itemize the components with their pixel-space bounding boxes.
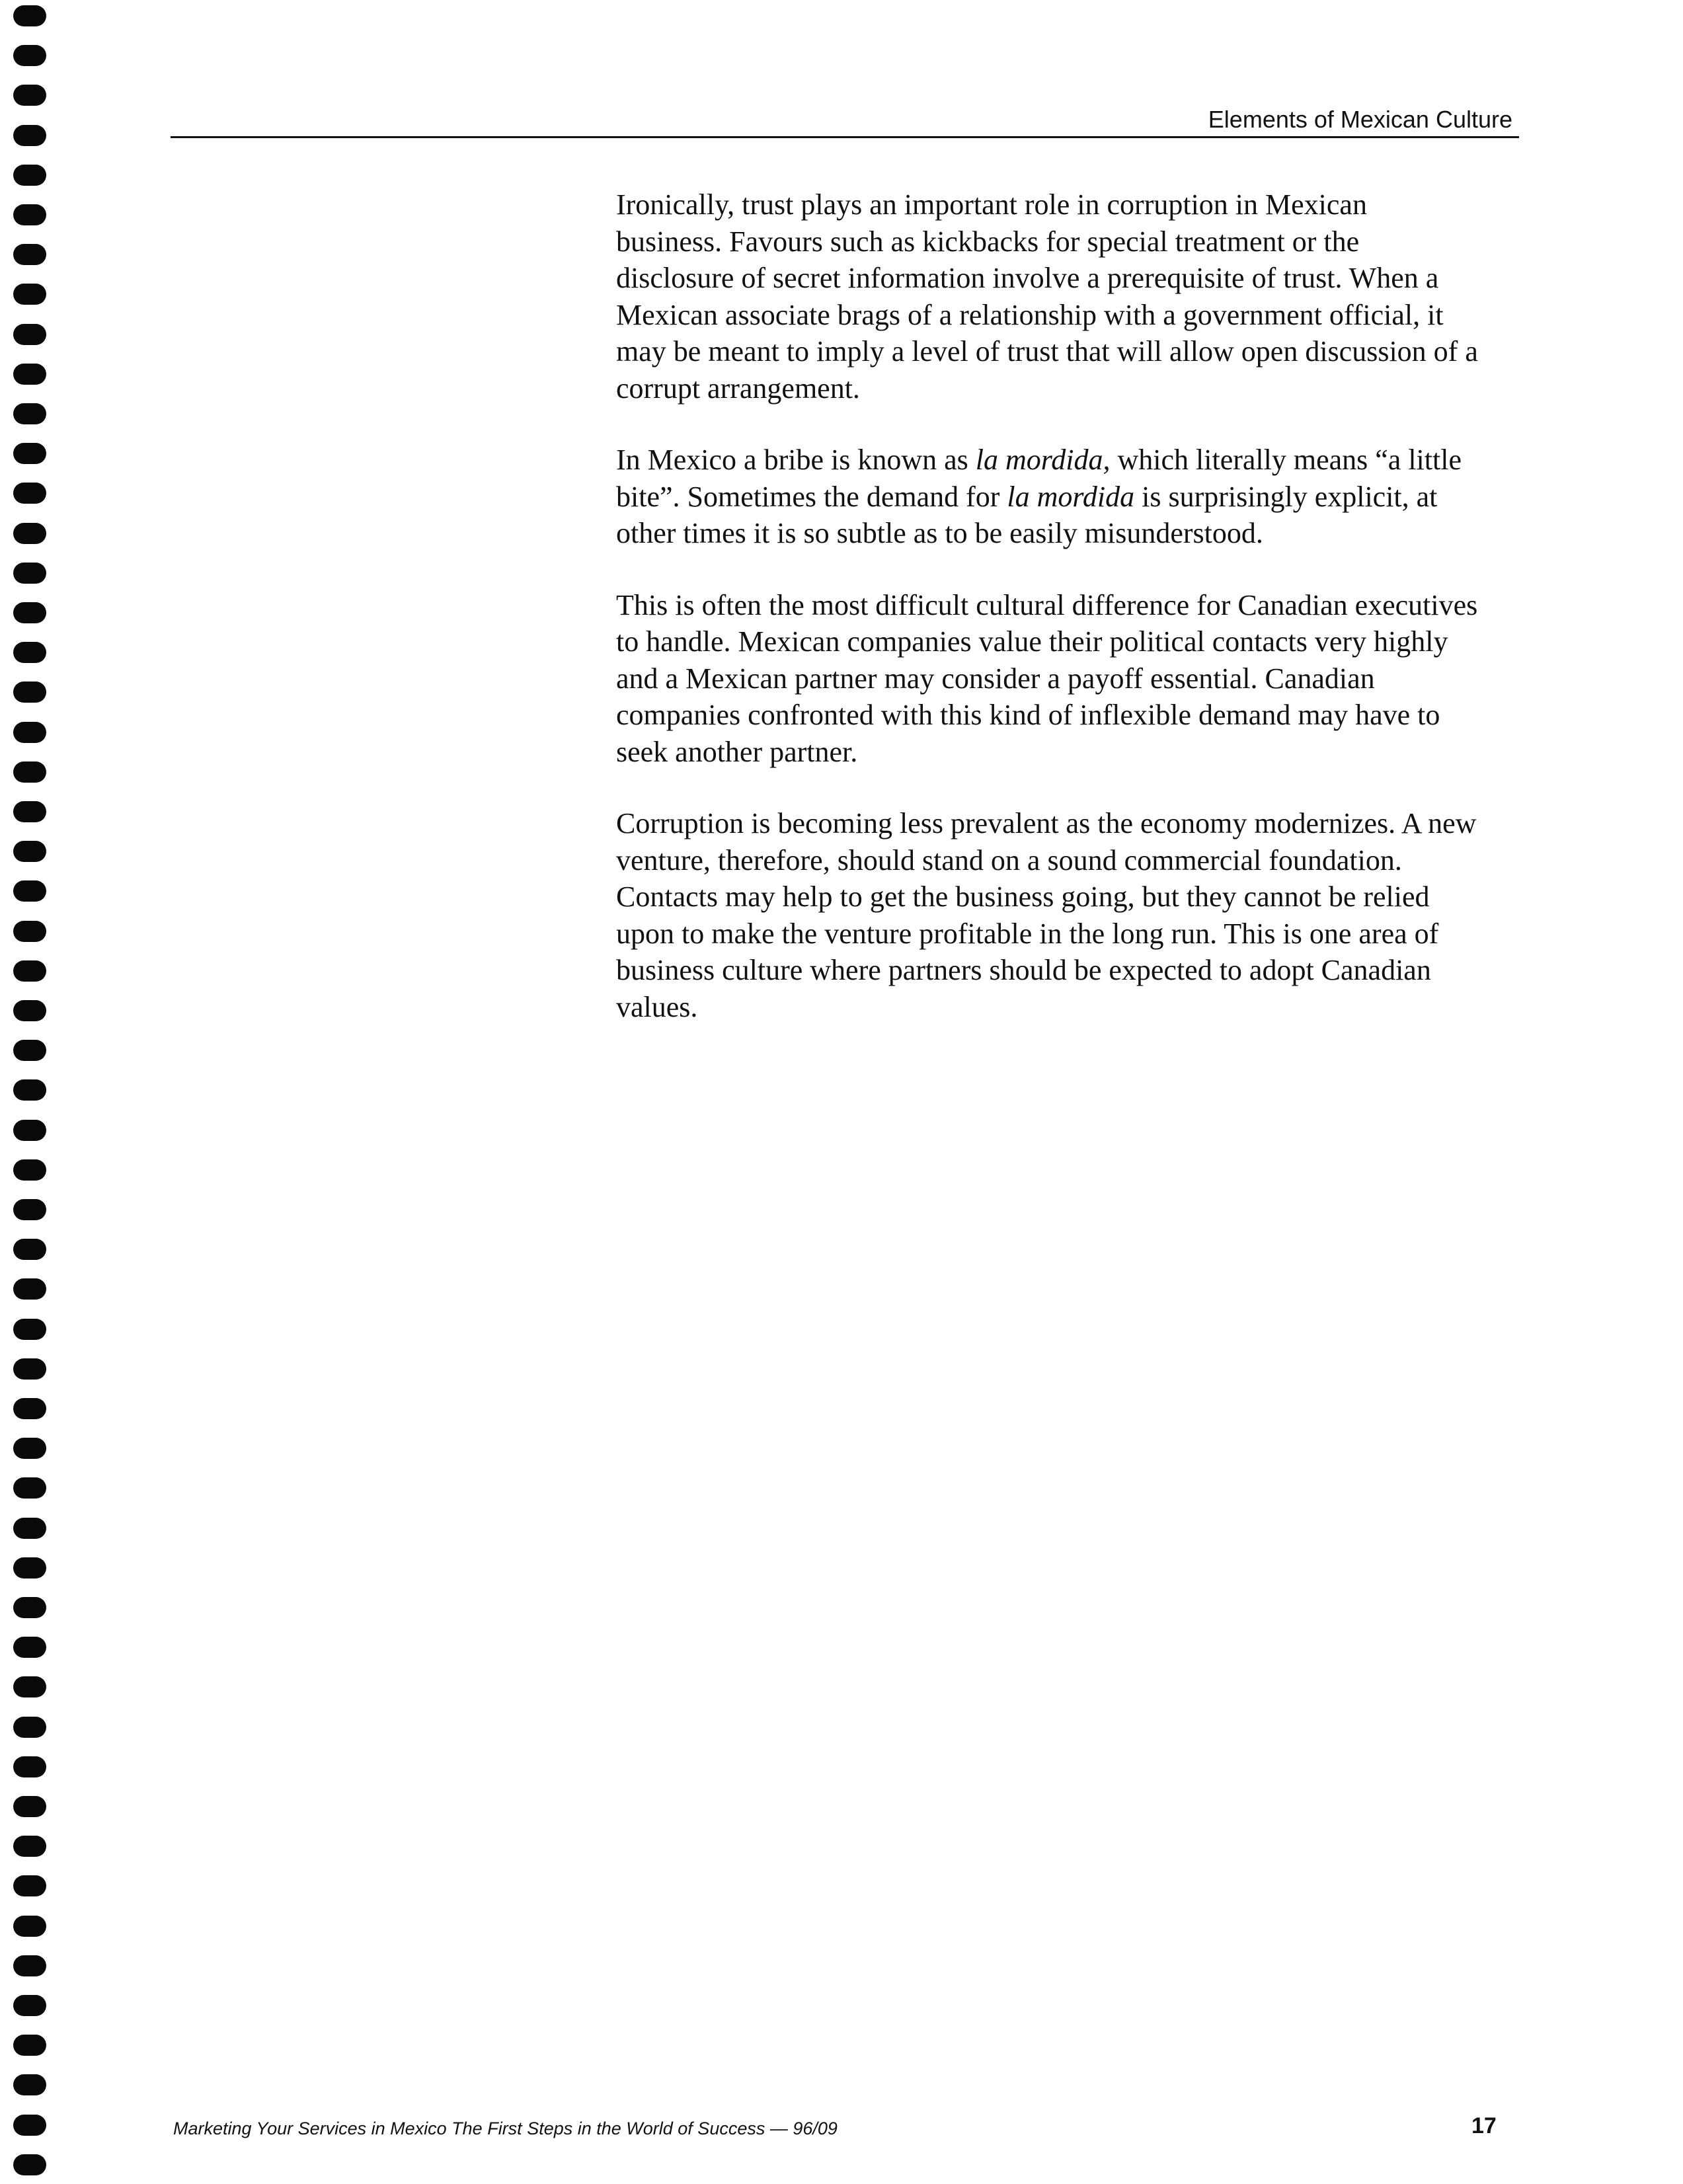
text-line: other times it is so subtle as to be easily misunderstood. — [616, 517, 1263, 549]
binding-hole — [13, 1199, 46, 1220]
text-line: upon to make the venture profitable in the long run. This is one area of — [616, 917, 1439, 950]
binding-hole — [13, 1756, 46, 1777]
binding-hole — [13, 1278, 46, 1300]
binding-hole — [13, 563, 46, 584]
text-line: business. Favours such as kickbacks for special treatment or the — [616, 225, 1360, 258]
binding-hole — [13, 2115, 46, 2136]
binding-hole — [13, 324, 46, 345]
text-line: and a Mexican partner may consider a payoff essential. Canadian — [616, 662, 1375, 695]
binding-hole — [13, 523, 46, 544]
binding-hole — [13, 642, 46, 663]
binding-hole — [13, 443, 46, 464]
italic-term: la mordida, — [975, 444, 1111, 476]
binding-hole — [13, 2154, 46, 2175]
italic-term: la mordida — [1007, 480, 1135, 513]
binding-hole — [13, 1597, 46, 1618]
binding-hole — [13, 2074, 46, 2095]
binding-hole — [13, 602, 46, 623]
text-line: seek another partner. — [616, 735, 858, 768]
binding-hole — [13, 1717, 46, 1738]
paragraph-la-mordida — [616, 442, 1522, 552]
binding-hole — [13, 403, 46, 424]
text-line: Contacts may help to get the business going, but they cannot be relied — [616, 880, 1430, 913]
binding-hole — [13, 1955, 46, 1976]
binding-hole — [13, 801, 46, 822]
binding-hole — [13, 5, 46, 26]
binding-hole — [13, 1875, 46, 1896]
text-line — [616, 442, 1522, 479]
binding-hole — [13, 1159, 46, 1181]
text-line: Ironically, trust plays an important role in corruption in Mexican — [616, 188, 1367, 221]
binding-hole — [13, 1916, 46, 1937]
binding-hole — [13, 1239, 46, 1260]
binding-hole — [13, 364, 46, 385]
binding-hole — [13, 841, 46, 862]
binding-hole — [13, 1398, 46, 1419]
body-text — [616, 186, 1522, 1060]
binding-hole — [13, 921, 46, 942]
page-number: 17 — [1471, 2113, 1497, 2138]
text-line: Mexican associate brags of a relationship with a government official, it — [616, 298, 1444, 331]
binding-hole — [13, 1676, 46, 1697]
text-line: disclosure of secret information involve a prerequisite of trust. When a — [616, 262, 1439, 294]
binding-hole — [13, 2035, 46, 2056]
footer-publication-title: Marketing Your Services in Mexico The First Steps in the World of Success — 96/09 — [173, 2119, 838, 2138]
binding-hole — [13, 1000, 46, 1021]
text-line: may be meant to imply a level of trust that will allow open discussion of a — [616, 335, 1478, 368]
running-header — [171, 106, 1519, 138]
text-line: values. — [616, 990, 698, 1023]
text-run: In Mexico a bribe is known as — [616, 444, 976, 476]
binding-hole — [13, 1796, 46, 1817]
paragraph-corruption-prevalence — [616, 805, 1522, 1025]
binding-hole — [13, 284, 46, 305]
paragraph-cultural-difference — [616, 587, 1522, 771]
binding-hole — [13, 85, 46, 106]
binding-hole — [13, 165, 46, 186]
binding-hole — [13, 1079, 46, 1101]
binding-holes — [13, 5, 46, 2180]
binding-hole — [13, 1120, 46, 1141]
binding-hole — [13, 1477, 46, 1499]
text-line — [616, 479, 1522, 516]
binding-hole — [13, 1637, 46, 1658]
binding-hole — [13, 761, 46, 783]
text-line: Corruption is becoming less prevalent as the economy modernizes. A new — [616, 807, 1477, 839]
binding-hole — [13, 1995, 46, 2016]
text-run: bite”. Sometimes the demand for — [616, 480, 1007, 513]
text-line: companies confronted with this kind of inflexible demand may have to — [616, 699, 1440, 731]
binding-hole — [13, 483, 46, 504]
binding-hole — [13, 1438, 46, 1459]
binding-hole — [13, 1518, 46, 1539]
binding-hole — [13, 125, 46, 146]
text-line: business culture where partners should be expected to adopt Canadian — [616, 954, 1431, 986]
binding-hole — [13, 682, 46, 703]
text-line: corrupt arrangement. — [616, 371, 860, 405]
section-title: Elements of Mexican Culture — [1208, 106, 1512, 133]
binding-hole — [13, 722, 46, 743]
text-line: venture, therefore, should stand on a sound commercial foundation. — [616, 843, 1402, 877]
text-line: This is often the most difficult cultural difference for Canadian executives — [616, 588, 1478, 621]
text-run: which literally means “a little — [1110, 444, 1462, 476]
binding-hole — [13, 880, 46, 902]
text-line: to handle. Mexican companies value their political contacts very highly — [616, 625, 1448, 658]
paragraph-trust — [616, 186, 1522, 407]
binding-hole — [13, 1040, 46, 1061]
binding-hole — [13, 1319, 46, 1340]
binding-hole — [13, 960, 46, 982]
binding-hole — [13, 244, 46, 265]
binding-hole — [13, 45, 46, 66]
binding-hole — [13, 1836, 46, 1857]
binding-hole — [13, 1358, 46, 1380]
binding-hole — [13, 1557, 46, 1579]
binding-hole — [13, 204, 46, 225]
text-run: is surprisingly explicit, at — [1134, 480, 1438, 513]
